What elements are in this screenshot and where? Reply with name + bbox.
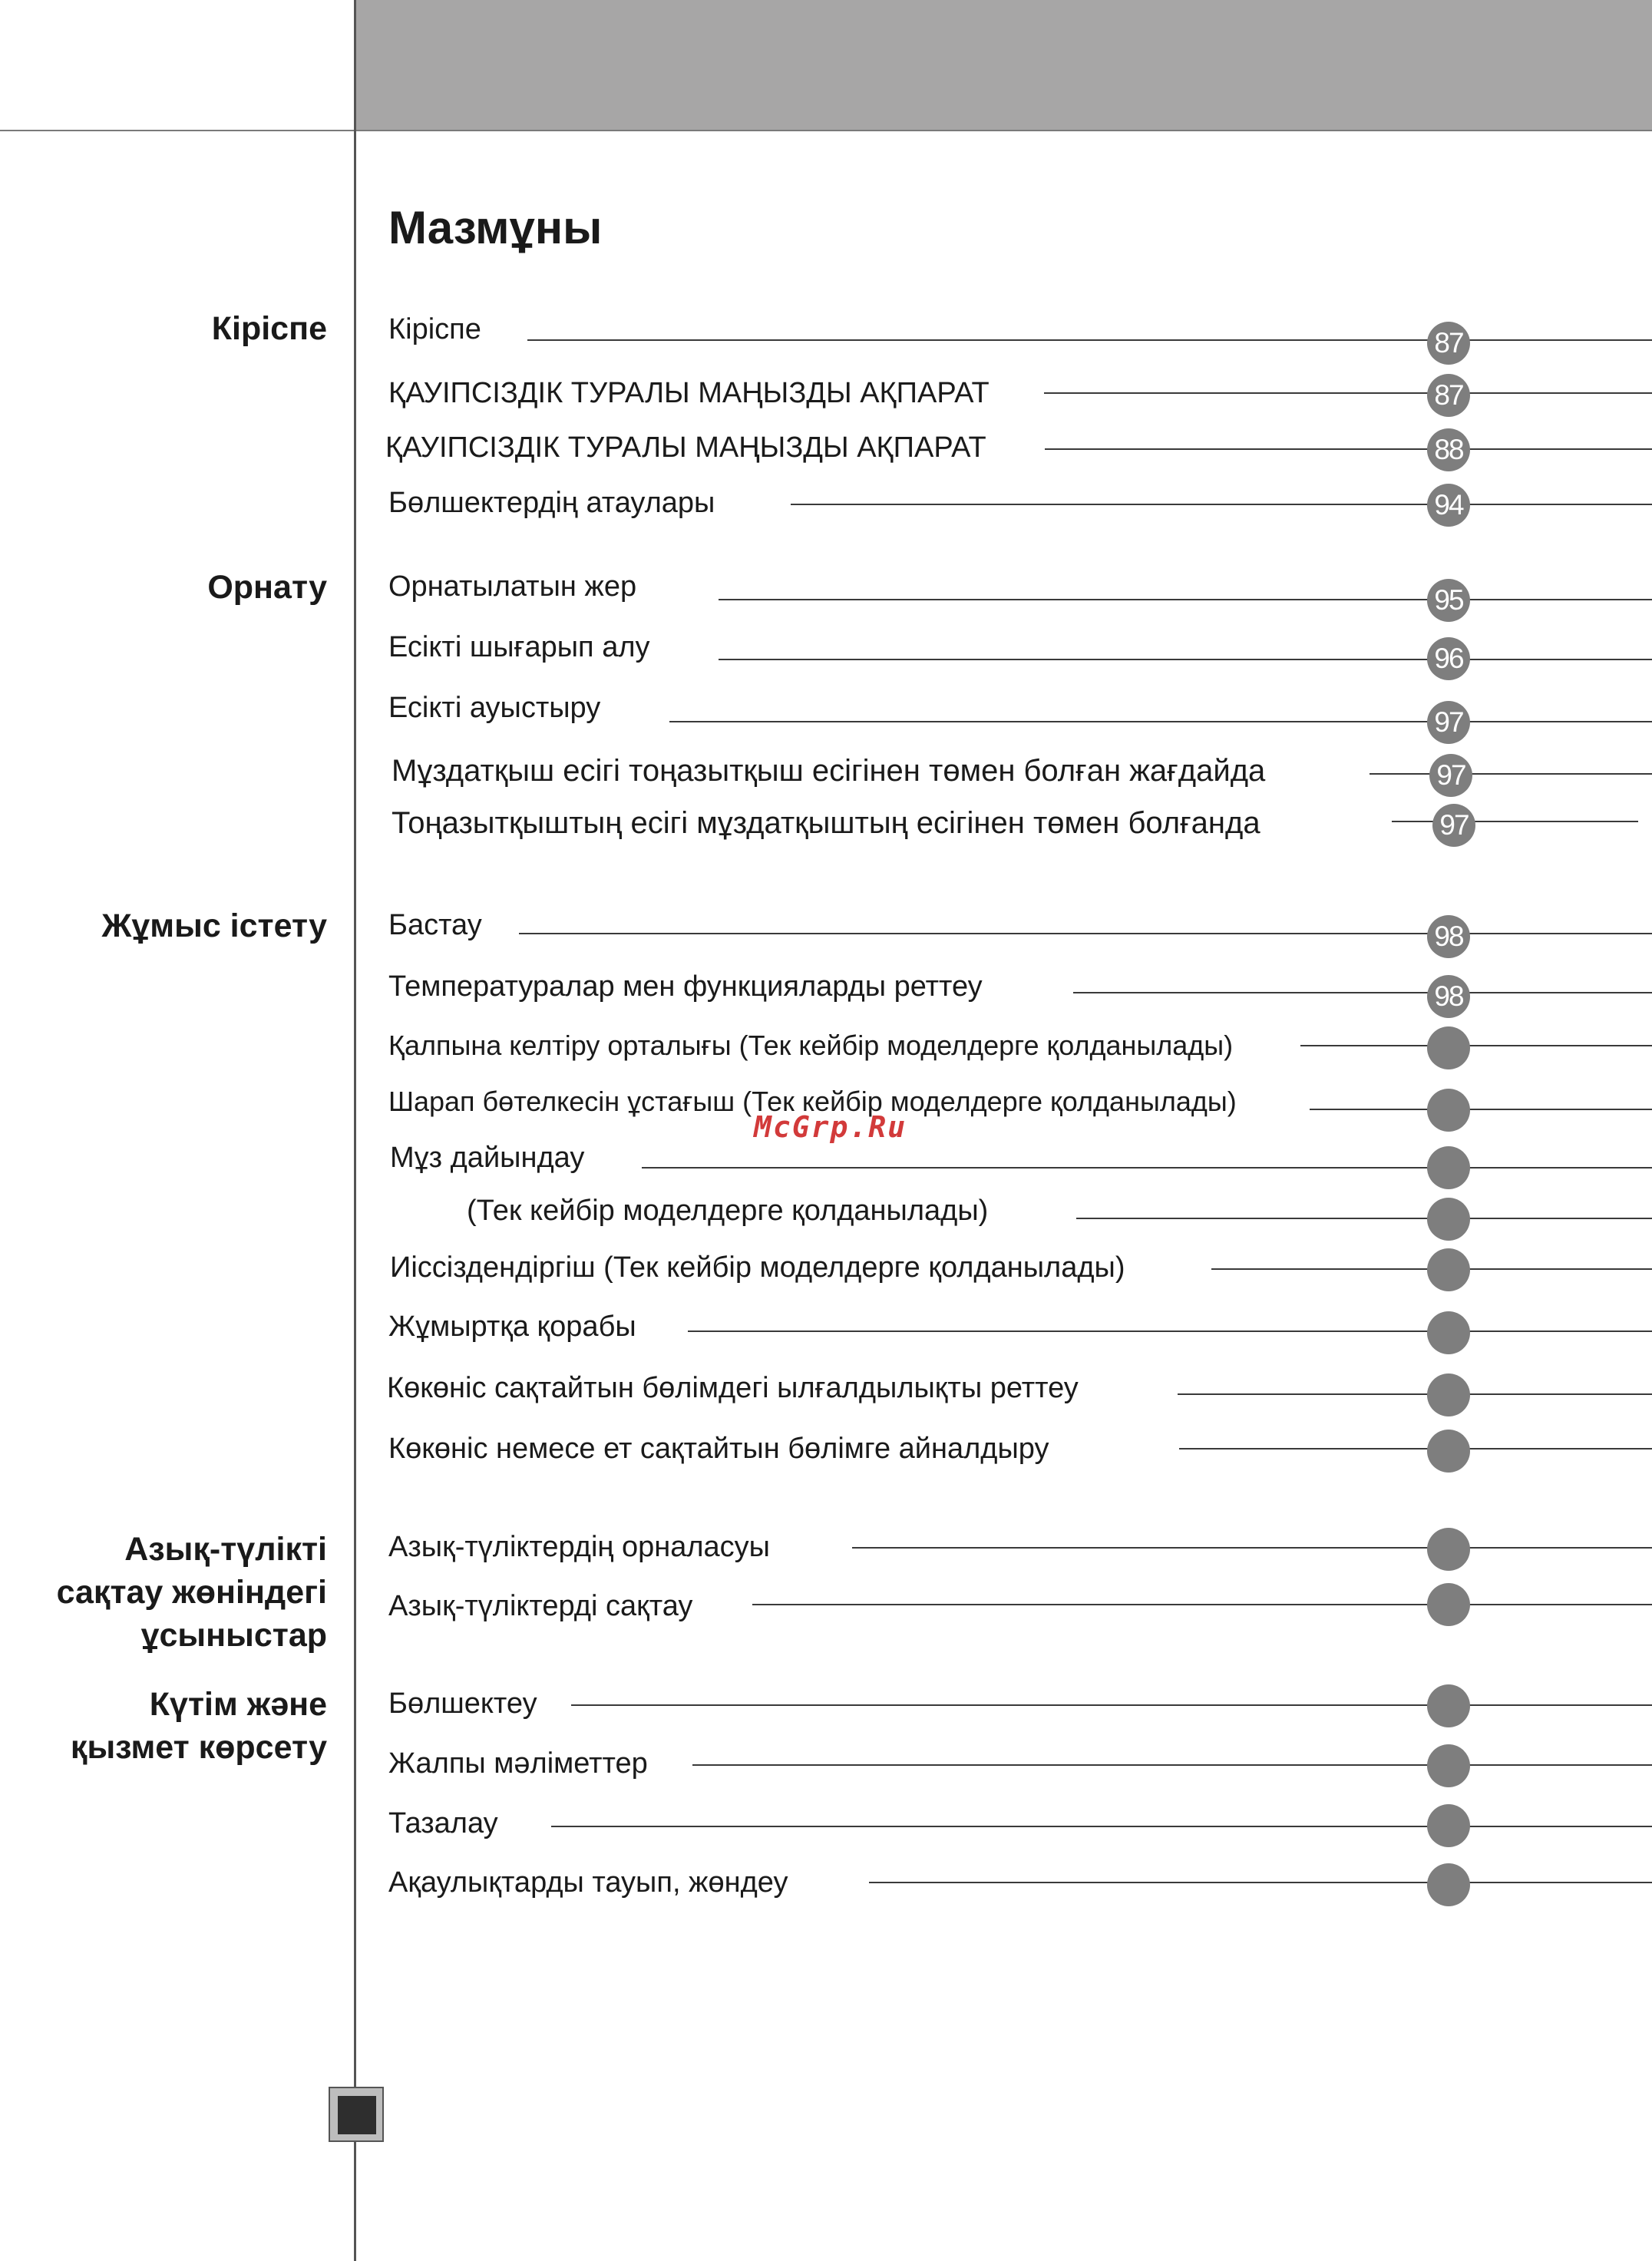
toc-entry[interactable] (0, 967, 1652, 1013)
leader-line (551, 1826, 1652, 1827)
toc-entry[interactable] (0, 1369, 1652, 1415)
leader-line (1073, 992, 1652, 993)
page-number-badge: 96 (1427, 637, 1470, 680)
leader-line (1045, 448, 1652, 450)
page-number-badge (1427, 1026, 1470, 1069)
toc-entry[interactable] (0, 1192, 1652, 1238)
toc-entry[interactable] (0, 1307, 1652, 1354)
page-number-badge: 98 (1427, 975, 1470, 1018)
toc-entry-label: Азық-түліктердің орналасуы (388, 1531, 770, 1563)
leader-line (642, 1167, 1652, 1169)
toc-entry[interactable] (0, 567, 1652, 616)
page-number-badge: 94 (1427, 484, 1470, 527)
page-number-badge (1427, 1744, 1470, 1787)
toc-entry[interactable] (0, 1684, 1652, 1730)
page-number-badge: 97 (1429, 754, 1472, 797)
section-heading-line: Орнату (207, 569, 327, 606)
leader-line (791, 504, 1652, 505)
page-number-badge (1427, 1863, 1470, 1906)
leader-line (527, 339, 1652, 341)
toc-entry[interactable] (0, 906, 1652, 952)
page-number-badge (1427, 1583, 1470, 1626)
page-number-badge: 87 (1427, 374, 1470, 417)
leader-line (692, 1764, 1652, 1766)
leader-line (571, 1704, 1652, 1706)
toc-entry-label: Көкөніс сақтайтын бөлімдегі ылғалдылықты реттеу (387, 1372, 1079, 1404)
toc-entry-label: Мұз дайындау (390, 1142, 585, 1174)
leader-line (519, 933, 1652, 934)
page-number-badge: 97 (1432, 804, 1475, 847)
leader-line (719, 659, 1652, 660)
toc-entry-label: ҚАУІПСІЗДІК ТУРАЛЫ МАҢЫЗДЫ АҚПАРАТ (385, 431, 986, 464)
toc-entry-label: Ақаулықтарды тауып, жөндеу (388, 1866, 788, 1899)
section-heading-line: Кіріспе (211, 310, 327, 347)
toc-entry-label: Температуралар мен функцияларды реттеу (388, 970, 983, 1003)
toc-entry-label: Бастау (388, 909, 482, 941)
toc-entry[interactable] (0, 1139, 1652, 1185)
toc-entry[interactable] (0, 1430, 1652, 1476)
leader-line (1178, 1393, 1652, 1395)
toc-entry-label: Есікті ауыстыру (388, 692, 601, 724)
toc-entry-label: Орнатылатын жер (388, 570, 637, 603)
header-rule (0, 130, 1652, 131)
leader-line (752, 1604, 1652, 1605)
leader-line (688, 1330, 1652, 1332)
page-number-badge: 97 (1427, 701, 1470, 744)
toc-entry-label: Шарап бөтелкесін ұстағыш (Тек кейбір моделдерге қолданылады) (388, 1086, 1237, 1117)
page-number-badge: 87 (1427, 322, 1470, 365)
leader-line (1044, 392, 1652, 394)
toc-entry[interactable] (0, 752, 1652, 798)
toc-entry[interactable] (0, 428, 1652, 474)
toc-entry[interactable] (0, 1863, 1652, 1909)
page-marker-inner (338, 2096, 376, 2134)
page-title: Мазмұны (388, 202, 603, 253)
toc-entry[interactable] (0, 1528, 1652, 1574)
leader-line (719, 599, 1652, 600)
toc-entry[interactable] (0, 1248, 1652, 1294)
toc-entry[interactable] (0, 1587, 1652, 1633)
toc-entry-label: ҚАУІПСІЗДІК ТУРАЛЫ МАҢЫЗДЫ АҚПАРАТ (388, 377, 990, 409)
page-number-badge (1427, 1528, 1470, 1571)
section-heading-line: Күтім және (149, 1686, 327, 1723)
page-number-badge (1427, 1089, 1470, 1132)
toc-entry-label: Бөлшектеу (388, 1687, 537, 1720)
page-number-badge (1427, 1198, 1470, 1241)
toc-entry-label: Бөлшектердің атаулары (388, 487, 715, 519)
leader-line (1076, 1218, 1652, 1219)
toc-entry-label: Жұмыртқа қорабы (388, 1311, 636, 1343)
section-heading-line: Азық-түлікті (124, 1531, 327, 1568)
toc-entry[interactable] (0, 1026, 1652, 1073)
page-number-badge (1427, 1311, 1470, 1354)
page-number-badge (1427, 1430, 1470, 1473)
leader-line (669, 721, 1652, 722)
toc-entry[interactable] (0, 484, 1652, 530)
toc-entry[interactable] (0, 804, 1652, 850)
toc-entry[interactable] (0, 1744, 1652, 1790)
section-heading-line: ұсыныстар (140, 1617, 327, 1654)
leader-line (1370, 773, 1652, 775)
page-number-badge: 98 (1427, 915, 1470, 958)
page-number-badge (1427, 1373, 1470, 1416)
section-heading-line: Жұмыс істету (101, 907, 327, 944)
toc-entry-label: Көкөніс немесе ет сақтайтын бөлімге айналдыру (388, 1433, 1049, 1465)
page-number-badge (1427, 1146, 1470, 1189)
toc-entry-label: Есікті шығарып алу (388, 631, 650, 663)
header-band (355, 0, 1652, 131)
toc-entry-label: Кіріспе (388, 313, 481, 345)
toc-entry-label: Иіссіздендіргіш (Тек кейбір моделдерге қолданылады) (390, 1251, 1125, 1284)
toc-entry[interactable] (0, 689, 1652, 738)
page-number-badge (1427, 1248, 1470, 1291)
page-number-badge (1427, 1684, 1470, 1727)
page-number-badge: 88 (1427, 428, 1470, 471)
watermark-text: McGrp.Ru (754, 1110, 907, 1144)
toc-entry-label: Азық-түліктерді сақтау (388, 1590, 693, 1622)
leader-line (1179, 1448, 1652, 1449)
page-number-badge: 95 (1427, 579, 1470, 622)
toc-entry-label: Жалпы мәліметтер (388, 1747, 648, 1780)
toc-entry[interactable] (0, 1804, 1652, 1850)
toc-entry[interactable] (0, 628, 1652, 674)
toc-entry[interactable] (0, 374, 1652, 420)
leader-line (852, 1547, 1652, 1549)
toc-entry-label: Тазалау (388, 1807, 498, 1840)
section-heading-line: сақтау жөніндегі (56, 1574, 327, 1611)
toc-entry[interactable] (0, 310, 1652, 359)
toc-entry-label: Қалпына келтіру орталығы (Тек кейбір моделдерге қолданылады) (388, 1030, 1234, 1061)
leader-line (1300, 1045, 1652, 1046)
toc-entry-label: Мұздатқыш есігі тоңазытқыш есігінен төмен болған жағдайда (392, 754, 1266, 788)
toc-entry-label: (Тек кейбір моделдерге қолданылады) (467, 1195, 989, 1227)
page-number-badge (1427, 1804, 1470, 1847)
page-marker-square (329, 2087, 384, 2142)
leader-line (1310, 1109, 1652, 1110)
section-heading-line: қызмет көрсету (70, 1729, 327, 1766)
toc-entry-label: Тоңазытқыштың есігі мұздатқыштың есігінен төмен болғанда (392, 806, 1260, 840)
leader-line (1392, 821, 1638, 822)
leader-line (869, 1882, 1652, 1883)
